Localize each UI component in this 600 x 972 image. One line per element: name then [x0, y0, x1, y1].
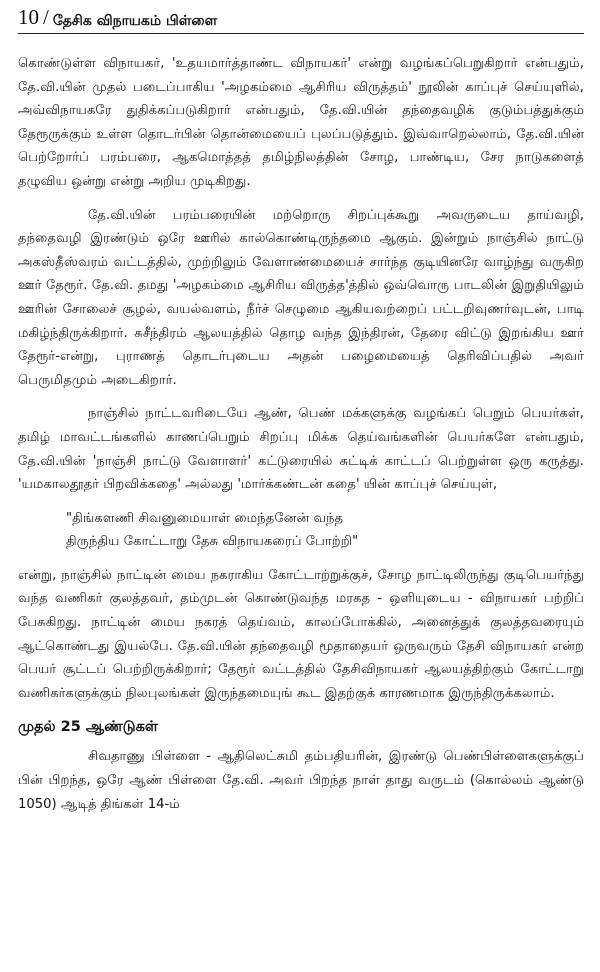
paragraph-lineage: தே.வி.யின் பரம்பரையின் மற்றொரு சிறப்புக்கூறு அவருடைய தாய்வழி, தந்தைவழி இரண்டும் ஒரே ஊரில் கால்கொண்டிருந்தமை ஆகும். இன்றும் நாஞ்சில் நாட்டு அகஸ்தீஸ்வரம் வட்டத்தில், முற்றிலும் வேளாண்மையைச் சார்ந்த குடியினரே வாழ்ந்து வருகிற ஊர் தேரூர். தே.வி. தமது 'அழகம்மை ஆசிரிய விருத்த'த்தில் ஒவ்வொரு பாடலின் இறுதியிலும் ஊரின் சோலைச் சூழல், வயல்வளம், நீர்ச் செழுமை ஆகியவற்றைப் பட்டறிவுணர்வுடன், பாடி மகிழ்ந்திருக்கிறார். சுசீந்திரம் ஆலயத்தில் தொழ வந்த இந்திரன், தேரை விட்டு இறங்கிய ஊர் தேரூர்-என்று, புராணத் தொடர்புடைய அதன் பழைமையைத் தெரிவிப்பதில் அவர் பெருமிதமும் அடைகிறார். — [18, 207, 584, 388]
verse-line: திருந்திய கோட்டாறு தேசு விநாயகரைப் போற்றி" — [66, 534, 359, 550]
header-separator: / — [43, 5, 49, 29]
page-number: 10 — [18, 5, 39, 29]
paragraph-names: நாஞ்சில் நாட்டவரிடையே ஆண், பெண் மக்களுக்கு வழங்கப் பெறும் பெயர்கள், தமிழ் மாவட்டங்களில் காணப்பெறும் சிறப்பு மிக்க தெய்வங்களின் பெயர்களே என்பதும், தே.வி.யின் 'நாஞ்சி நாட்டு வேளாளர்' கட்டுரையில் சுட்டிக் காட்டப் பெற்றுள்ள ஒரு கருத்து. 'யமகாலதூதர் பிறவிக்கதை' அல்லது 'மார்க்கண்டன் கதை' யின் காப்புச் செய்யுள், — [18, 406, 584, 493]
page-body — [18, 52, 584, 816]
book-title: தேசிக விநாயகம் பிள்ளை — [52, 13, 218, 29]
running-header — [18, 0, 584, 34]
section-heading: முதல் 25 ஆண்டுகள் — [18, 719, 158, 736]
verse-line: "திங்களணி சிவனுமையாள் மைந்தனேன் வந்த — [66, 510, 344, 526]
paragraph-kottar: என்று, நாஞ்சில் நாட்டின் மைய நகராகிய கோட்டாற்றுக்குச், சோழ நாட்டிலிருந்து குடிபெயர்ந்து வந்த வணிகர் குலத்தவர், தம்முடன் கொண்டுவந்த மரகத - ஒளியுடைய - விநாயகர் பற்றிப் பேசுகிறது. நாட்டின் மைய நகரத் தெய்வம், காலப்போக்கில், அனைத்துக் குலத்தவரையும் ஆட்கொண்டது இயல்பே. தே.வி.யின் தந்தைவழி மூதாதையர் ஒருவரும் தேசி விநாயகர் என்ற பெயர் சூட்டப் பெற்றிருக்கிறார்; தேரூர் வட்டத்தில் தேசிவிநாயகர் ஆலயத்திற்கும் கோட்டாறு வணிகர்களுக்கும் நிலபுலங்கள் இருந்தமையுங் கூட இதற்குக் காரணமாக இருந்திருக்கலாம். — [18, 567, 584, 701]
paragraph-continued: கொண்டுள்ள விநாயகர், 'உதயமார்த்தாண்ட விநாயகர்' என்று வழங்கப்பெறுகிறார் என்பதும், தே.வி.யின் முதல் படைப்பாகிய 'அழகம்மை ஆசிரிய விருத்தம்' நூலின் காப்புச் செய்யுளில், அவ்விநாயகரே துதிக்கப்படுகிறார் என்பதும், தே.வி.யின் தந்தைவழிக் குடும்பத்துக்கும் தேரூருக்கும் உள்ள தொடர்பின் தொன்மையைப் புலப்படுத்தும். இவ்வாறெல்லாம், தே.வி.யின் பெற்றோர்ப் பரம்பரை, ஆகமொத்தத் தமிழ்நிலத்தின் சோழ, பாண்டிய, சேர நாடுகளைத் தழுவிய ஒன்று என்று அறிய முடிகிறது. — [18, 56, 584, 189]
verse-quote — [66, 507, 584, 554]
book-page — [18, 0, 584, 972]
paragraph-birth: சிவதாணு பிள்ளை - ஆதிலெட்சுமி தம்பதியரின், இரண்டு பெண்பிள்ளைகளுக்குப் பின் பிறந்த, ஒரே ஆண் பிள்ளை தே.வி. அவர் பிறந்த நாள் தாது வருடம் (கொல்லம் ஆண்டு 1050) ஆடித் திங்கள் 14-ம் — [18, 749, 584, 812]
